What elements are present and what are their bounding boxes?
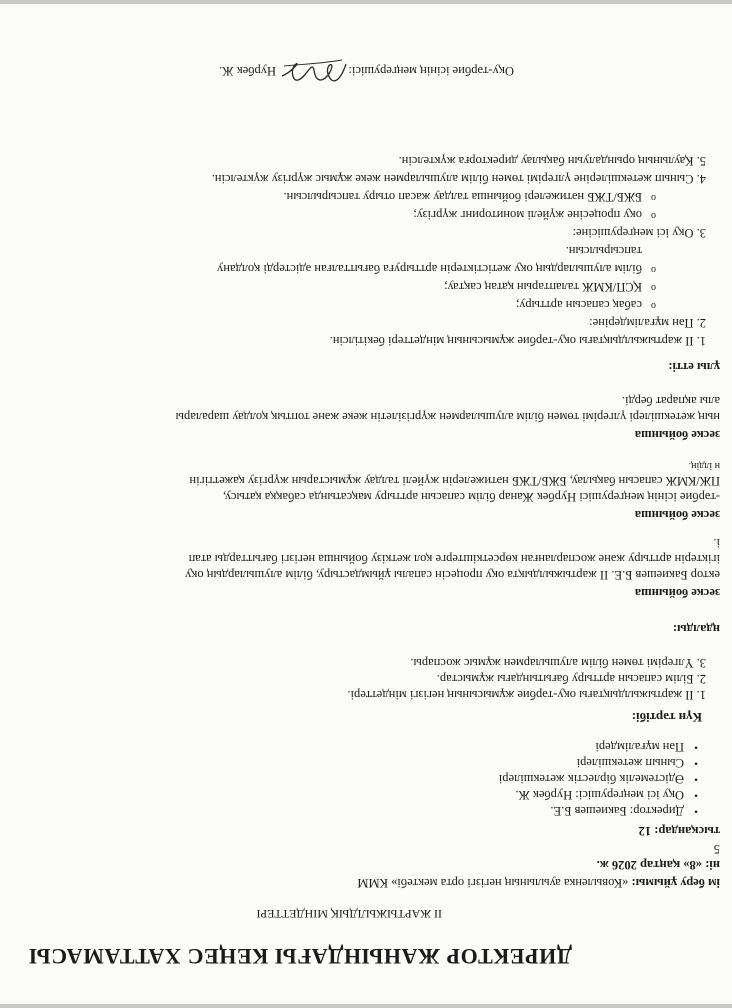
heard-2-line: н ілдің. — [688, 460, 720, 471]
scan-edge-bottom — [0, 1004, 732, 1008]
agenda-title: Күн тәртібі: — [631, 710, 702, 725]
decision-subitem: o білім алушылардың оқу жетістіктерін арттыруға бағытталған әдістерді қолдану — [217, 262, 642, 276]
agenda-item: 3. Үлгерімі төмен білім алушылармен жұмыс жоспары. — [410, 656, 706, 670]
decision-subitem: o БЖБ/ТЖБ нәтижелері бойынша талдау жасап отыру тапсырылсын. — [283, 190, 642, 204]
attendee-item: • Оқу ісі меңгерушісі: Нурбек Ж. — [515, 788, 684, 802]
school-line — [357, 876, 720, 890]
date-value: «8» қаңтар 2026 ж. — [596, 858, 703, 872]
decision-subitem: o оқу процесіне жүйелі мониторинг жүргізу; — [413, 208, 642, 222]
attendee-item: • Пән мұғалімдері — [595, 740, 684, 754]
date-label: ні: — [705, 858, 720, 872]
decision-item: 3. Оқу ісі меңгерушісіне: — [572, 226, 706, 240]
decision-title: ұлы етті: — [668, 360, 720, 374]
decision-item: 2. Пән мұғалімдеріне: — [589, 316, 706, 330]
decision-subitem: o сабақ сапасын арттыру; — [516, 298, 642, 312]
decision-item: 4. Сынып жетекшілеріне үлгерімі төмен білім алушылармен жеке жұмыс жүргізу жүктелсін. — [211, 172, 706, 186]
signature-name: Нурбек Ж. — [219, 64, 276, 78]
signature-label: Оқу-тәрбие ісінің меңгерушісі: — [348, 64, 514, 78]
decision-item: 5. Қаулының орындалуын бақылау директорға жүктелсін. — [398, 154, 706, 168]
attendee-item: • Сынып жетекшілері — [577, 756, 684, 770]
heard-1-line: ігіктерін арттыру және жоспарланған көрсеткіштерге қол жеткізу бойынша негізгі бағыттарды атап — [188, 552, 720, 566]
agenda-item: 1. II жартыжылдықтағы оқу-тәрбие жұмысының негізгі міндеттері. — [347, 688, 706, 702]
heard-2-title: зеске бойынша — [634, 508, 720, 522]
attendee-item: • Директор: Бакиешев Б.Е. — [550, 804, 684, 818]
heard-2-line: -тәрбие ісінің меңгерушісі Нурбек Жанар білім сапасын арттыру мақсатында сабаққа қатысу, — [222, 490, 720, 504]
decision-continuation: тапсырылсын. — [565, 244, 642, 258]
protocol-title: ДИРЕКТОР ЖАНЫНДАҒЫ КЕҢЕС ХАТТАМАСЫ — [28, 944, 572, 969]
school-name: «Ковыленка ауылының негізгі орта мектебі» КММ — [357, 876, 629, 890]
scan-edge-top — [0, 0, 732, 4]
date-line — [597, 858, 720, 872]
heard-2-line: ПЖ/КМЖ сапасын бақылау, БЖБ/ТЖБ нәтижелерін жүйелі талдау жұмыстарын жүргізу қажеттігін — [189, 474, 720, 488]
protocol-subtitle: II ЖАРТЫЖЫЛДЫҚ МІНДЕТТЕРІ — [256, 907, 442, 921]
heard-1-title: зеске бойынша — [634, 586, 720, 600]
attendee-item: • Әдістемелік бірлестік жетекшілері — [499, 772, 684, 786]
protocol-number: 5 — [713, 842, 720, 856]
handwritten-signature — [278, 56, 350, 90]
heard-3-title: зеске бойынша — [634, 428, 720, 442]
decision-item: 1. II жартыжылдықтағы оқу-тәрбие жұмысының міндеттері бекітілсін. — [329, 334, 706, 348]
heard-1-line: і. — [713, 536, 720, 550]
heard-title: ңдалды: — [672, 622, 720, 636]
attendees-label: тысқандар: 12 — [638, 824, 720, 838]
heard-3-line: алы ақпарат берді. — [621, 394, 720, 408]
school-label: ім беру ұйымы: — [631, 876, 720, 890]
heard-1-line: ектор Бакиешев Б.Е. II жартыжылдықта оқу процесін сапалы ұйымдастыру, білім алушылардың оқу — [185, 568, 720, 582]
decision-subitem: o ҚСП/КМЖ талаптарын қатаң сақтау; — [444, 280, 642, 294]
agenda-item: 2. Білім сапасын арттыру бағытындағы жұмыстар. — [436, 672, 706, 686]
heard-3-line: ның жетекшілері үлгерімі төмен білім алушылармен жүргізілетін жеке және топтық қолдау шаралары — [175, 410, 720, 424]
